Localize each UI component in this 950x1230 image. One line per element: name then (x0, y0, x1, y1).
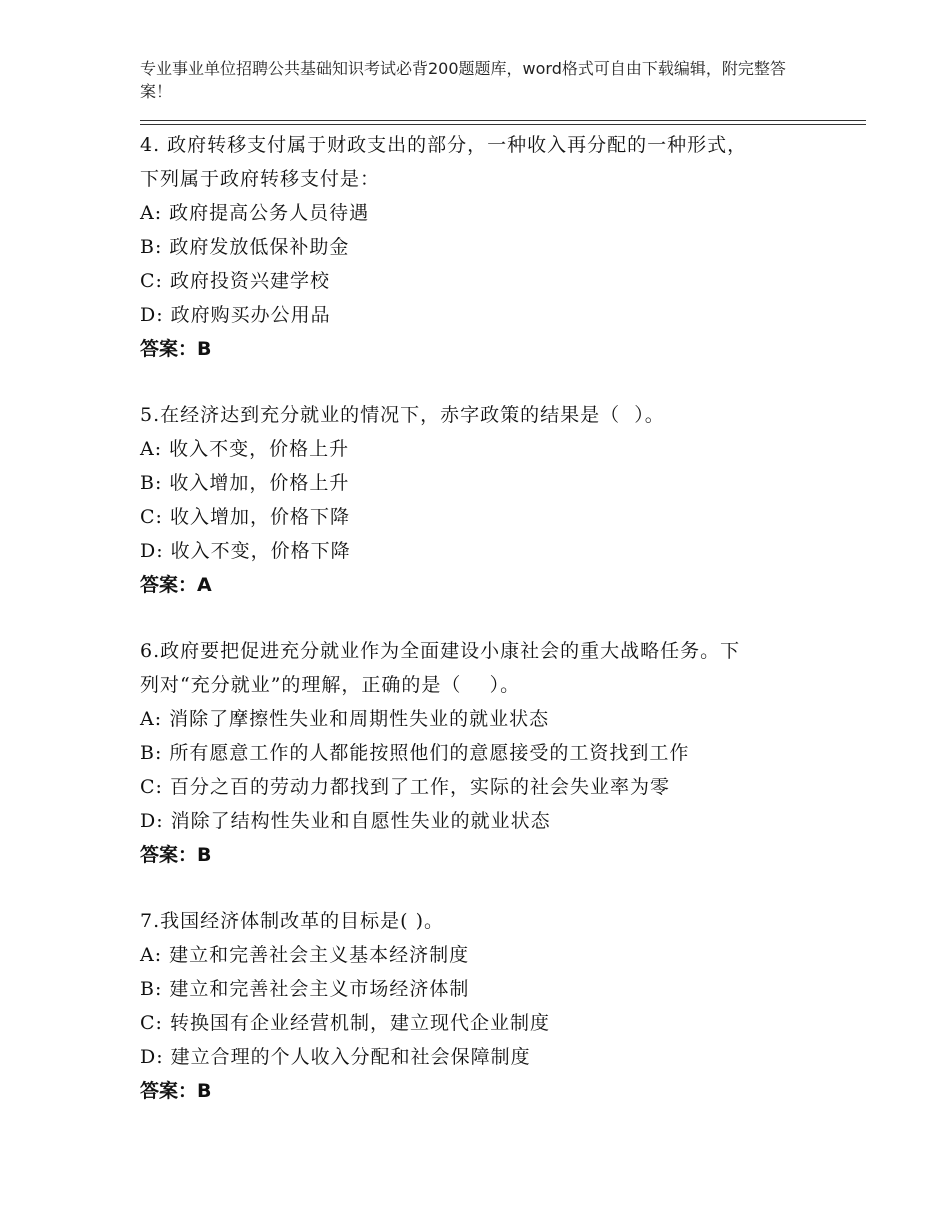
option-d: D: 建立合理的个人收入分配和社会保障制度 (140, 1046, 531, 1068)
question-stem: 列对“充分就业”的理解，正确的是（ ）。 (140, 674, 521, 696)
question-stem: 下列属于政府转移支付是： (140, 168, 381, 190)
question-4 (140, 128, 860, 366)
option-c: C: 百分之百的劳动力都找到了工作，实际的社会失业率为零 (140, 776, 670, 798)
document-header: 专业事业单位招聘公共基础知识考试必背200题题库，word格式可自由下载编辑，附完整答案！ (140, 59, 786, 101)
option-d: D: 收入不变，价格下降 (140, 540, 351, 562)
question-list (140, 128, 860, 1140)
option-b: B: 建立和完善社会主义市场经济体制 (140, 978, 470, 1000)
option-b: B: 收入增加，价格上升 (140, 472, 350, 494)
option-c: C: 政府投资兴建学校 (140, 270, 330, 292)
header-divider-top (140, 120, 866, 121)
header-divider-bottom (140, 124, 866, 125)
question-stem: 5.在经济达到充分就业的情况下，赤字政策的结果是（ ）。 (140, 404, 665, 426)
answer-label: 答案：A (140, 574, 212, 596)
answer-label: 答案：B (140, 1080, 212, 1102)
option-c: C: 转换国有企业经营机制，建立现代企业制度 (140, 1012, 550, 1034)
question-7 (140, 904, 860, 1108)
answer-label: 答案：B (140, 844, 212, 866)
option-d: D: 消除了结构性失业和自愿性失业的就业状态 (140, 810, 551, 832)
option-a: A: 政府提高公务人员待遇 (140, 202, 370, 224)
answer-label: 答案：B (140, 338, 212, 360)
question-stem: 4. 政府转移支付属于财政支出的部分，一种收入再分配的一种形式， (140, 134, 748, 156)
option-d: D: 政府购买办公用品 (140, 304, 331, 326)
question-5 (140, 398, 860, 602)
option-b: B: 政府发放低保补助金 (140, 236, 350, 258)
question-stem: 7.我国经济体制改革的目标是( )。 (140, 910, 444, 932)
option-a: A: 消除了摩擦性失业和周期性失业的就业状态 (140, 708, 550, 730)
question-6 (140, 634, 860, 872)
question-stem: 6.政府要把促进充分就业作为全面建设小康社会的重大战略任务。下 (140, 640, 741, 662)
option-a: A: 收入不变，价格上升 (140, 438, 350, 460)
option-b: B: 所有愿意工作的人都能按照他们的意愿接受的工资找到工作 (140, 742, 690, 764)
option-c: C: 收入增加，价格下降 (140, 506, 350, 528)
option-a: A: 建立和完善社会主义基本经济制度 (140, 944, 470, 966)
